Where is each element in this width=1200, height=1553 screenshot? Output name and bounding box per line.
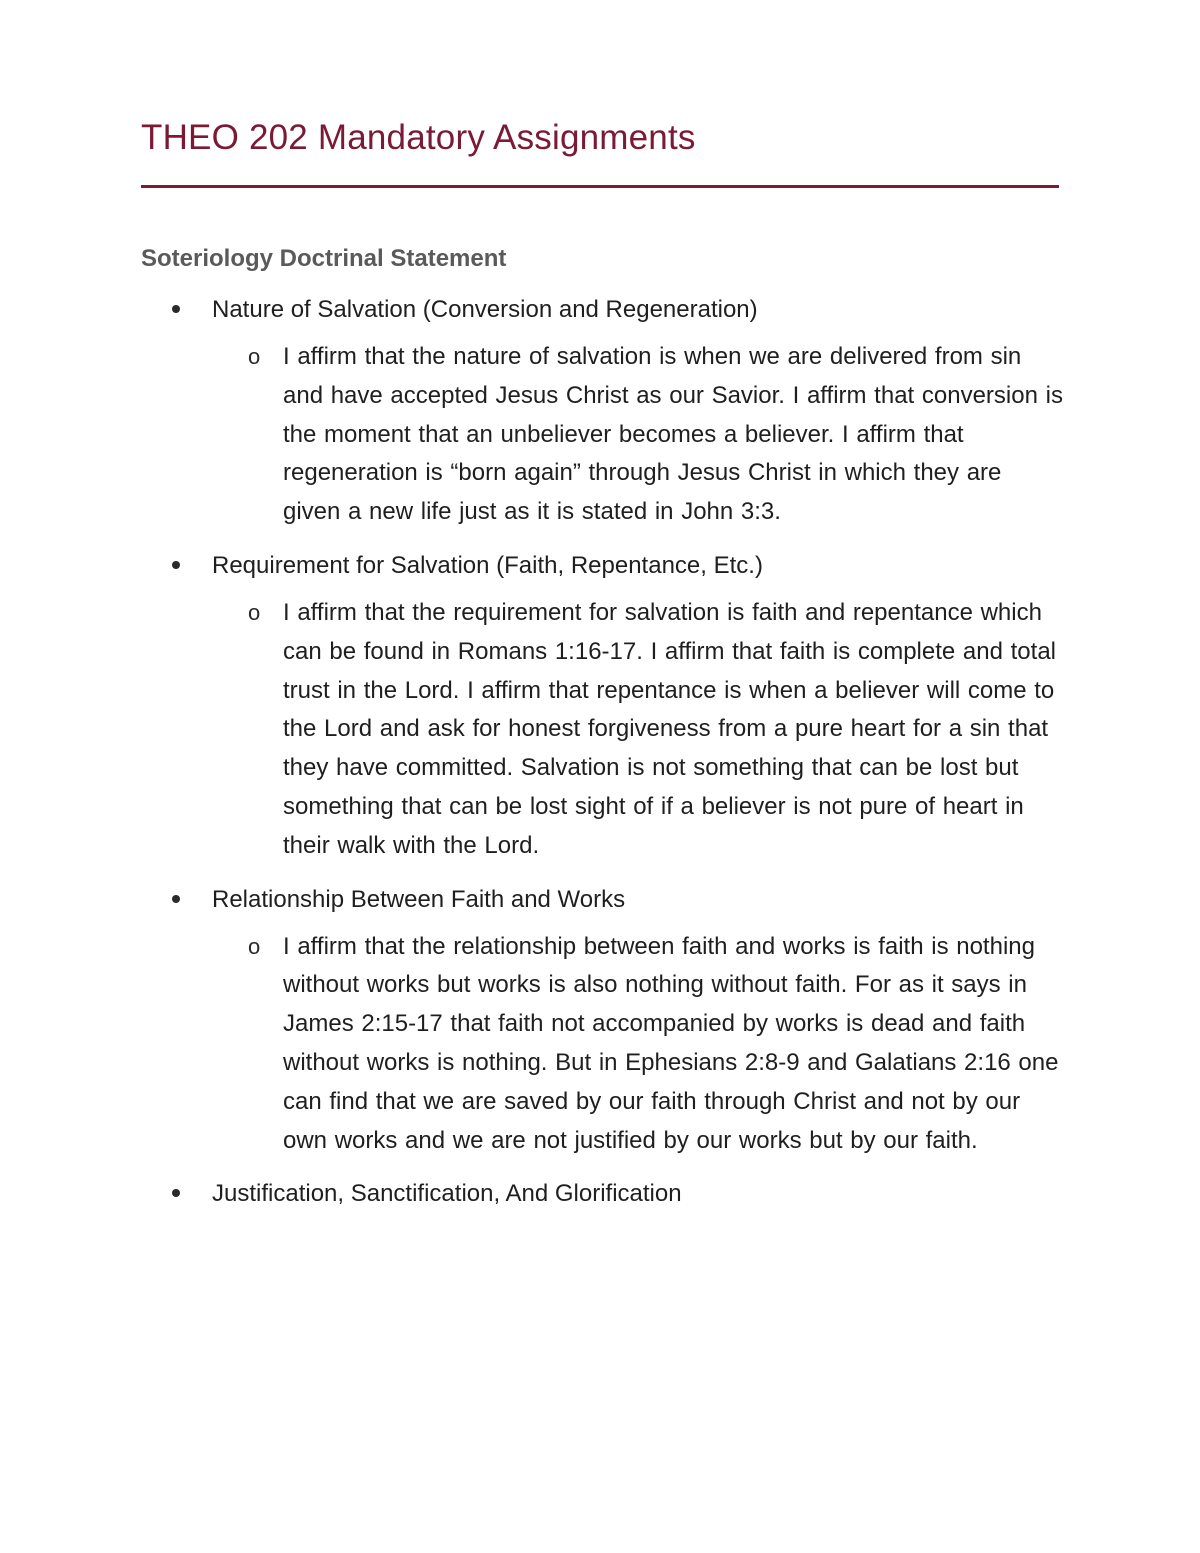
bullet-icon (172, 895, 180, 903)
sub-bullet-icon: o (248, 933, 261, 959)
list-item (0, 290, 1200, 532)
document-title: THEO 202 Mandatory Assignments (141, 118, 696, 157)
sub-bullet-icon: o (248, 344, 261, 369)
sub-item (0, 594, 1063, 866)
bullet-row (0, 290, 1200, 338)
list-item (0, 546, 1200, 866)
sub-item (0, 338, 1063, 532)
sub-item-text: I affirm that the relationship between faith and works is faith is nothing without works but works is also nothing without faith. For as it says in James 2:15-17 that faith not accompanied by works is dead and faith without works is nothing. But in Ephesians 2:8-9 and Galatians 2:16 one can find that we are saved by our faith through Christ and not by our own works and we are not justified by our works but by our faith. (283, 932, 1059, 1154)
sub-item (0, 928, 1063, 1161)
bullet-icon (172, 561, 180, 569)
sub-item-text: I affirm that the requirement for salvation is faith and repentance which can be found in Romans 1:16-17. I affirm that faith is complete and total trust in the Lord. I affirm that repentance is when a believer will come to the Lord and ask for honest forgiveness from a pure heart for a sin that they have committed. Salvation is not something that can be lost but something that can be lost sight of if a believer is not pure of heart in their walk with the Lord. (283, 598, 1056, 859)
bullet-row (0, 880, 1200, 928)
bullet-label: Requirement for Salvation (Faith, Repentance, Etc.) (212, 551, 763, 579)
section-heading: Soteriology Doctrinal Statement (141, 245, 507, 272)
bullet-icon (172, 1189, 180, 1197)
list-item (0, 1174, 1200, 1222)
title-underline-rule (141, 185, 1059, 188)
bullet-label: Justification, Sanctification, And Glorification (212, 1180, 682, 1208)
bullet-icon (172, 305, 180, 313)
list-item (0, 880, 1200, 1161)
bullet-label: Relationship Between Faith and Works (212, 885, 626, 913)
bullet-list (0, 290, 1200, 1222)
sub-bullet-icon: o (248, 599, 261, 625)
sub-item-text: I affirm that the nature of salvation is when we are delivered from sin and have accepted Jesus Christ as our Savior. I affirm that conversion is the moment that an unbeliever becomes a believer. I affirm that regeneration is “born again” through Jesus Christ in which they are given a new life just as it is stated in John 3:3. (283, 343, 1063, 526)
bullet-row (0, 1174, 1200, 1222)
bullet-row (0, 546, 1200, 594)
bullet-label: Nature of Salvation (Conversion and Regeneration) (212, 296, 758, 323)
